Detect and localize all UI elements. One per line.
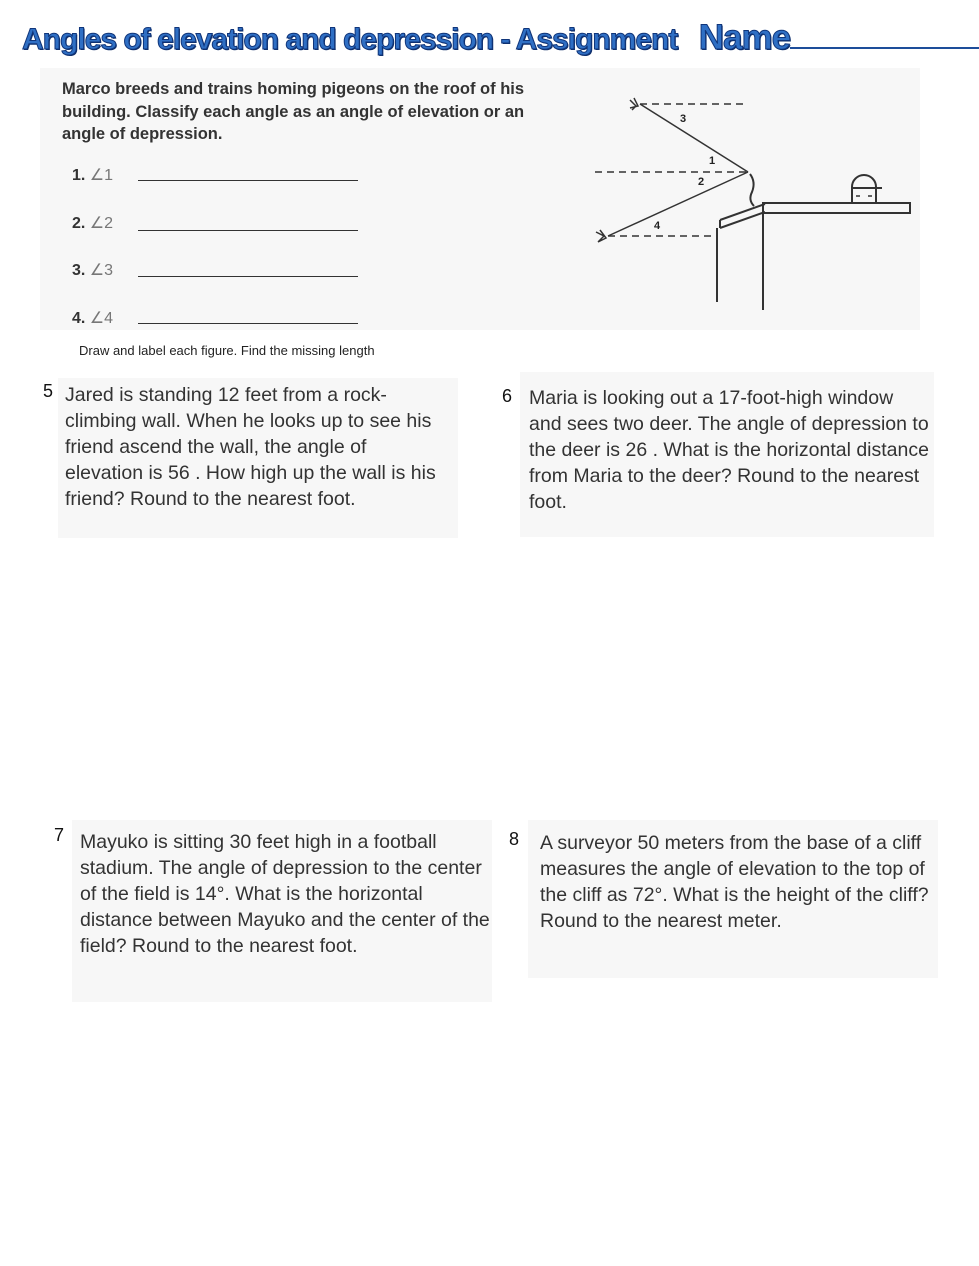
problem-8-number: 8 <box>509 829 520 849</box>
problem-7-number: 7 <box>54 825 65 845</box>
fig-label-2: 2 <box>698 176 705 188</box>
pigeon-building-figure <box>590 92 920 312</box>
fig-label-3: 3 <box>680 113 687 125</box>
lower-bird-icon <box>596 230 606 242</box>
instructions: Draw and label each figure. Find the missing length <box>79 343 375 358</box>
problem-8-text: A surveyor 50 meters from the base of a cliff measures the angle of elevation to the top of the cliff as 72°. What is the height of the cliff? Round to the nearest meter. <box>540 832 929 932</box>
problem-6-number: 6 <box>502 386 513 406</box>
fig-label-1: 1 <box>709 155 716 167</box>
name-blank[interactable] <box>790 47 979 49</box>
problem-7-text: Mayuko is sitting 30 feet high in a football stadium. The angle of depression to the center of the field is 14°. What is the horizontal distance between Mayuko and the center of the field? Round to the nearest foot. <box>80 831 490 957</box>
title-text: Angles of elevation and depression - Assignment <box>22 23 678 56</box>
problem-5-text: Jared is standing 12 feet from a rock-climbing wall. When he looks up to see his friend ascend the wall, the angle of elevation is 56 . How high up the wall is his friend? Round to the nearest foot. <box>65 384 436 510</box>
roof <box>763 203 910 213</box>
angle-1-label: ∠1 <box>89 167 114 184</box>
answer-blank-2[interactable] <box>138 230 358 231</box>
sight-line-upper <box>640 104 748 172</box>
name-label: Name <box>698 18 791 57</box>
problem-6-text: Maria is looking out a 17-foot-high window and sees two deer. The angle of depression to the deer is 26 . What is the horizontal distance from Maria to the deer? Round to the nearest foot. <box>529 387 929 513</box>
angle-2-label: ∠2 <box>89 215 114 232</box>
page-title <box>22 18 979 58</box>
angle-3-label: ∠3 <box>89 262 114 279</box>
question-1: 1. ∠1 <box>72 167 114 184</box>
marco-intro: Marco breeds and trains homing pigeons on the roof of his building. Classify each angle as an angle of elevation or an angle of depression. <box>62 80 525 143</box>
answer-blank-1[interactable] <box>138 180 358 181</box>
question-4: 4. ∠4 <box>72 310 114 327</box>
angle-4-label: ∠4 <box>89 310 114 327</box>
upper-bird-icon <box>630 98 638 110</box>
question-3: 3. ∠3 <box>72 262 114 279</box>
answer-blank-3[interactable] <box>138 276 358 277</box>
fig-label-4: 4 <box>654 220 661 232</box>
problem-5-number: 5 <box>43 381 54 401</box>
question-2: 2. ∠2 <box>72 215 114 232</box>
answer-blank-4[interactable] <box>138 323 358 324</box>
